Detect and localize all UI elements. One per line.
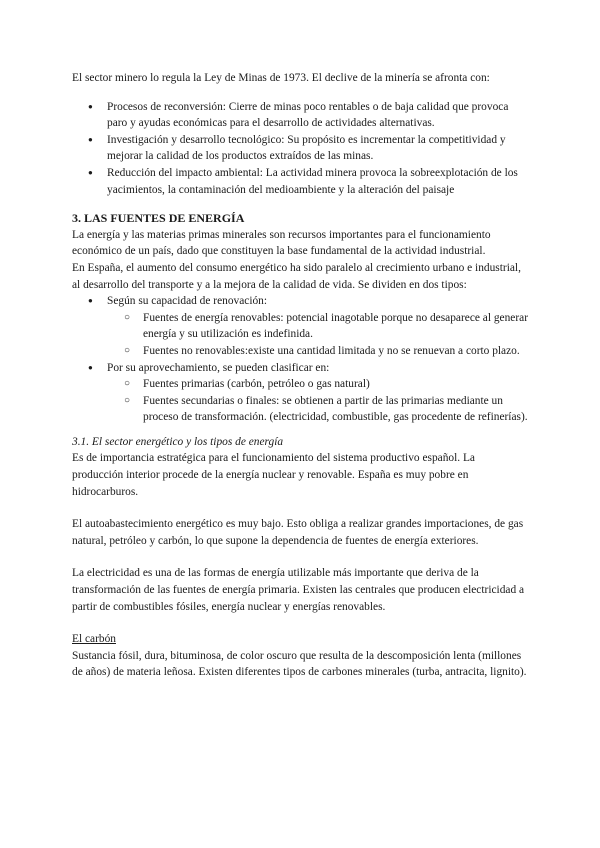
paragraph: La energía y las materias primas minerales son recursos importantes para el funcionamiento económico de un país, dado que constituyen la base fundamental de la actividad industrial. [72, 228, 491, 258]
paragraph: En España, el aumento del consumo energético ha sido paralelo al crecimiento urbano e industrial, al desarrollo del transporte y a la mejora de la calidad de vida. Se dividen en dos tipos: [72, 261, 521, 291]
paragraph: La electricidad es una de las formas de energía utilizable más importante que deriva de la transformación de las fuentes de energía primaria. Existen las centrales que producen electricidad a partir de combustibles fósiles, energía nuclear y energías renovables. [72, 567, 525, 613]
energy-classification-list [72, 293, 528, 426]
list-item: ● Procesos de reconversión: Cierre de minas poco rentables o de baja calidad que provoca paro y ayudas económicas para el desarrollo de actividades alternativas. [72, 99, 528, 132]
paragraph: Es de importancia estratégica para el funcionamiento del sistema productivo español. La producción interior procede de la energía nuclear y renovable. España es muy pobre en hidrocarburos. [72, 452, 475, 498]
list-item [72, 360, 528, 426]
list-item: ● Investigación y desarrollo tecnológico: Su propósito es incrementar la competitividad y mejorar la calidad de los productos extraídos de las minas. [72, 132, 528, 165]
paragraph: El autoabastecimiento energético es muy bajo. Esto obliga a realizar grandes importaciones, de gas natural, petróleo y carbón, lo que supone la dependencia de fuentes de energía exteriores. [72, 518, 524, 547]
list-item: ● Reducción del impacto ambiental: La actividad minera provoca la sobreexplotación de los yacimientos, la contaminación del medioambiente y la alteración del paisaje [72, 165, 528, 198]
mining-measures-list [72, 99, 528, 199]
paragraph: Sustancia fósil, dura, bituminosa, de color oscuro que resulta de la descomposición lenta (millones de años) de materia leñosa. Existen diferentes tipos de carbones minerales (turba, antracita, lignito). [72, 649, 527, 679]
topic-heading: El carbón [72, 633, 116, 646]
sublist-item: ○ Fuentes secundarias o finales: se obtienen a partir de las primarias mediante un proceso de transformación. (electricidad, combustible, gas procedente de refinerías). [72, 393, 528, 426]
sublist-item: ○ Fuentes de energía renovables: potencial inagotable porque no desaparece al generar energía y su utilización es indefinida. [72, 310, 528, 343]
sublist [107, 310, 528, 360]
document-body [72, 70, 528, 681]
section-heading: 3. LAS FUENTES DE ENERGÍA [72, 211, 245, 226]
criterion-label: Por su aprovechamiento, se pueden clasificar en: [107, 361, 330, 374]
sublist [107, 376, 528, 426]
criterion-label: Según su capacidad de renovación: [107, 295, 268, 308]
list-item [72, 293, 528, 359]
sublist-item: ○ Fuentes primarias (carbón, petróleo o gas natural) [72, 376, 528, 393]
sublist-item: ○ Fuentes no renovables:existe una cantidad limitada y no se renuevan a corto plazo. [72, 343, 528, 360]
intro-paragraph: El sector minero lo regula la Ley de Minas de 1973. El declive de la minería se afronta con: [72, 72, 490, 84]
subsection-heading: 3.1. El sector energético y los tipos de energía [72, 435, 284, 448]
